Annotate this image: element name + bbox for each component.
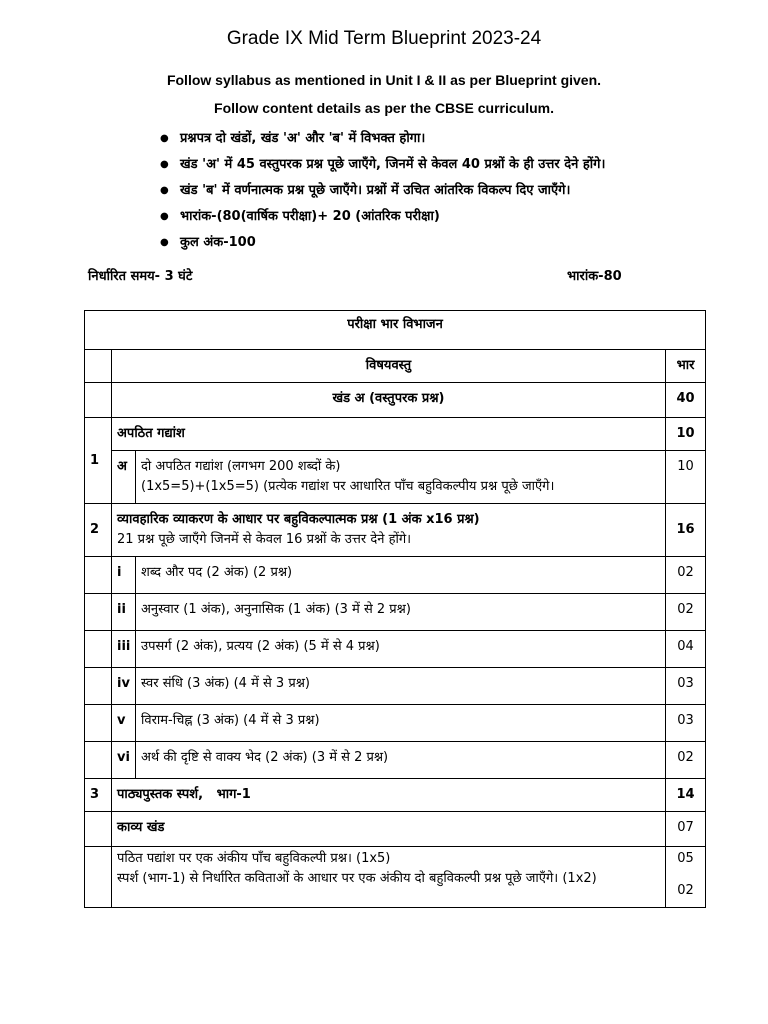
column-header-row [85,350,706,383]
grammar-item-row [85,631,706,668]
page-title: Grade IX Mid Term Blueprint 2023-24 [226,28,542,49]
item-label: iv [112,668,136,705]
kavya-detail [112,847,666,908]
detail-text: पठित पद्यांश पर एक अंकीय पाँच बहुविकल्पी प्रश्न। (1x5) [117,851,391,866]
detail-marks: 02 [677,883,694,898]
question-title: अपठित गद्यांश [112,418,666,451]
question-row [85,504,706,557]
empty-cell [85,557,112,594]
sub-marks: 10 [665,451,705,504]
item-marks: 04 [665,631,705,668]
kavya-detail-row [85,847,706,908]
item-marks: 02 [665,594,705,631]
question-title: व्यावहारिक व्याकरण के आधार पर बहुविकल्पात्मक प्रश्न (1 अंक x16 प्रश्न) [117,512,480,527]
table-heading-row [85,311,706,350]
item-label: vi [112,742,136,779]
kavya-row [85,812,706,847]
question-number: 3 [85,779,112,812]
syllabus-note: Follow syllabus as mentioned in Unit I & II as per Blueprint given. [166,72,602,88]
instruction-item: ● खंड 'अ' में 45 वस्तुपरक प्रश्न पूछे जाएँगे, जिनमें से केवल 40 प्रश्नों के ही उत्तर देने होंगे। [160,156,605,182]
item-marks: 02 [665,742,705,779]
question-number: 2 [85,504,112,557]
time-allowed: निर्धारित समय- 3 घंटे [88,269,193,284]
question-row [85,418,706,451]
detail-text: स्पर्श (भाग-1) से निर्धारित कविताओं के आधार पर एक अंकीय दो बहुविकल्पी प्रश्न पूछे जाएँगे। (1x2) [117,871,597,886]
table-heading: परीक्षा भार विभाजन [85,311,706,350]
sub-question-row [85,451,706,504]
grammar-item-row [85,742,706,779]
item-label: i [112,557,136,594]
sub-text: दो अपठित गद्यांश (लगभग 200 शब्दों के) [141,459,341,474]
empty-cell [85,705,112,742]
question-note: 21 प्रश्न पूछे जाएँगे जिनमें से केवल 16 प्रश्नों के उत्तर देने होंगे। [117,532,412,547]
question-title: पाठ्यपुस्तक स्पर्श, भाग-1 [112,779,666,812]
item-label: v [112,705,136,742]
item-label: iii [112,631,136,668]
item-text: स्वर संधि (3 अंक) (4 में से 3 प्रश्न) [136,668,666,705]
grammar-item-row [85,594,706,631]
empty-cell [85,594,112,631]
item-text: शब्द और पद (2 अंक) (2 प्रश्न) [136,557,666,594]
grammar-item-row [85,668,706,705]
sub-label: अ [112,451,136,504]
section-a-title: खंड अ (वस्तुपरक प्रश्न) [112,383,666,418]
curriculum-note: Follow content details as per the CBSE curriculum. [214,100,554,116]
instruction-item: ● भारांक-(80(वार्षिक परीक्षा)+ 20 (आंतरिक परीक्षा) [160,208,605,234]
blueprint-table [84,310,706,908]
question-row [85,779,706,812]
item-text: उपसर्ग (2 अंक), प्रत्यय (2 अंक) (5 में से 4 प्रश्न) [136,631,666,668]
empty-cell [85,668,112,705]
sub-text: (1x5=5)+(1x5=5) (प्रत्येक गद्यांश पर आधारित पाँच बहुविकल्पीय प्रश्न पूछे जाएँगे। [141,479,555,494]
question-marks: 14 [665,779,705,812]
empty-cell [85,631,112,668]
column-header-weight: भार [665,350,705,383]
kavya-title: काव्य खंड [112,812,666,847]
question-marks: 16 [665,504,705,557]
question-marks: 10 [665,418,705,451]
kavya-marks: 07 [665,812,705,847]
grammar-item-row [85,705,706,742]
detail-marks: 05 [677,851,694,866]
empty-cell [85,383,112,418]
instruction-list [160,130,605,260]
item-marks: 03 [665,705,705,742]
grammar-item-row [85,557,706,594]
question-content [112,504,666,557]
empty-cell [85,847,112,908]
item-marks: 02 [665,557,705,594]
column-header-content: विषयवस्तु [112,350,666,383]
empty-cell [85,812,112,847]
max-marks: भारांक-80 [567,269,622,284]
section-a-row [85,383,706,418]
empty-cell [85,350,112,383]
item-text: अनुस्वार (1 अंक), अनुनासिक (1 अंक) (3 में से 2 प्रश्न) [136,594,666,631]
kavya-detail-marks [665,847,705,908]
section-a-marks: 40 [665,383,705,418]
question-number: 1 [85,418,112,504]
instruction-item: ● कुल अंक-100 [160,234,605,260]
item-marks: 03 [665,668,705,705]
empty-cell [85,742,112,779]
item-text: अर्थ की दृष्टि से वाक्य भेद (2 अंक) (3 में से 2 प्रश्न) [136,742,666,779]
instruction-item: ● खंड 'ब' में वर्णनात्मक प्रश्न पूछे जाएँगे। प्रश्नों में उचित आंतरिक विकल्प दिए जाएँगे। [160,182,605,208]
item-label: ii [112,594,136,631]
item-text: विराम-चिह्न (3 अंक) (4 में से 3 प्रश्न) [136,705,666,742]
instruction-item: ● प्रश्नपत्र दो खंडों, खंड 'अ' और 'ब' में विभक्त होगा। [160,130,605,156]
sub-content [136,451,666,504]
